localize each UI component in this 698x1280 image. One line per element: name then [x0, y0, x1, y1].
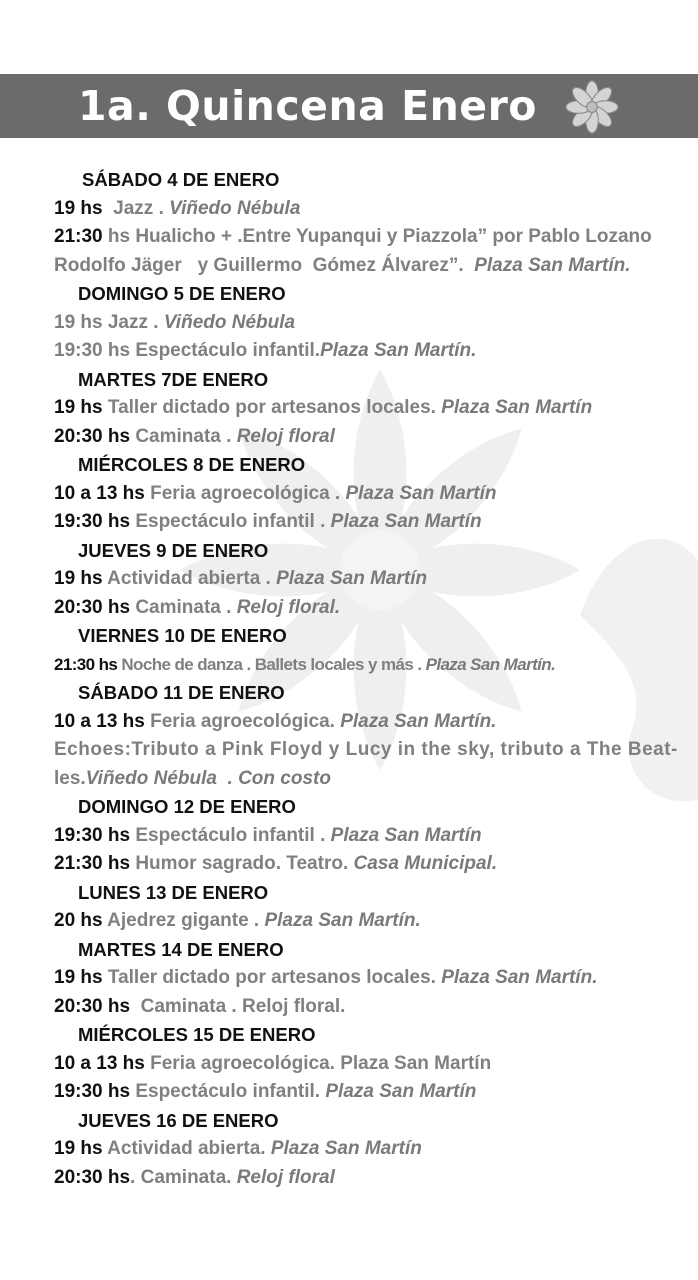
event-time: 19 hs	[54, 568, 103, 589]
event-place: Plaza San Martín	[345, 482, 497, 504]
event-time: 21:30	[54, 226, 103, 247]
event-time: 19 hs	[54, 397, 103, 418]
event-description: Caminata . Reloj floral.	[130, 995, 346, 1017]
event-line	[0, 1050, 698, 1079]
event-schedule	[0, 166, 698, 1192]
event-description: Ajedrez gigante .	[102, 910, 265, 931]
event-time: 19 hs	[54, 967, 103, 988]
event-time: 19:30 hs	[54, 1081, 131, 1102]
event-time: 19 hs	[54, 197, 103, 219]
event-place: Plaza San Martín.	[264, 910, 421, 931]
day-heading: JUEVES 16 DE ENERO	[78, 1109, 279, 1131]
day-heading: MIÉRCOLES 15 DE ENERO	[78, 1024, 316, 1045]
event-description: . Caminata.	[130, 1166, 237, 1188]
event-line	[0, 337, 698, 366]
event-description: Jazz .	[102, 197, 170, 219]
event-place: Viñedo Nébula . Con costo	[85, 767, 331, 789]
event-line	[0, 907, 698, 936]
day-heading: MARTES 7DE ENERO	[78, 368, 269, 390]
event-time: 19:30 hs	[54, 511, 131, 532]
event-place: Plaza San Martín.	[425, 654, 556, 674]
event-description: Espectáculo infantil .	[130, 824, 331, 846]
event-time: 19 hs	[54, 1138, 103, 1159]
event-description: Espectáculo infantil.	[130, 1081, 326, 1102]
event-line	[0, 708, 698, 737]
event-time: 10 a 13 hs	[54, 710, 145, 732]
day-heading: DOMINGO 5 DE ENERO	[78, 283, 286, 304]
event-description: Taller dictado por artesanos locales.	[102, 967, 442, 988]
event-description: 19 hs Jazz .	[54, 311, 164, 333]
event-line	[0, 765, 698, 794]
event-place: Viñedo Nébula	[169, 197, 301, 219]
event-line	[0, 1135, 698, 1164]
event-place: Plaza San Martín.	[441, 967, 598, 988]
event-place: Plaza San Martín.	[474, 254, 631, 276]
event-line	[0, 223, 698, 252]
event-description: Actividad abierta .	[102, 568, 277, 589]
day-heading: DOMINGO 12 DE ENERO	[78, 796, 296, 817]
event-description: Taller dictado por artesanos locales.	[102, 397, 442, 418]
event-line	[0, 252, 698, 281]
event-time: 10 a 13 hs	[54, 482, 145, 504]
event-time: 10 a 13 hs	[54, 1052, 145, 1074]
event-line	[0, 850, 698, 879]
event-place: Plaza San Martín.	[320, 340, 477, 361]
event-time: 20 hs	[54, 910, 103, 931]
event-place: Reloj floral.	[236, 596, 341, 618]
event-line	[0, 993, 698, 1022]
event-line	[0, 594, 698, 623]
event-description: Feria agroecológica .	[144, 482, 346, 504]
event-place: Plaza San Martín	[325, 1081, 477, 1102]
event-time: 20:30 hs	[54, 596, 131, 618]
event-place: Casa Municipal.	[353, 853, 498, 874]
event-place: Plaza San Martín	[330, 511, 482, 532]
event-line	[0, 480, 698, 509]
event-description: Humor sagrado. Teatro.	[130, 853, 354, 874]
page-title: 1a. Quincena Enero	[78, 82, 537, 130]
title-banner	[0, 74, 698, 138]
event-description: 19:30 hs Espectáculo infantil.	[54, 340, 321, 361]
event-description: Espectáculo infantil .	[130, 511, 331, 532]
event-time: 19:30 hs	[54, 824, 131, 846]
event-description: Echoes:Tributo a Pink Floyd y Lucy in the sky, tributo a The Beat-	[54, 739, 678, 760]
event-place: Plaza San Martín	[270, 1138, 422, 1159]
event-time: 21:30 hs	[54, 853, 131, 874]
day-heading: SÁBADO 11 DE ENERO	[78, 682, 285, 703]
event-line	[0, 964, 698, 993]
event-line	[0, 423, 698, 452]
event-line	[0, 651, 698, 680]
flower-icon	[565, 80, 619, 134]
event-place: Viñedo Nébula	[163, 311, 296, 333]
event-place: Plaza San Martín.	[340, 710, 497, 732]
event-time: 20:30 hs	[54, 425, 131, 447]
event-line	[0, 822, 698, 851]
event-description: Actividad abierta.	[102, 1138, 271, 1159]
day-heading: MARTES 14 DE ENERO	[78, 938, 284, 960]
day-heading: LUNES 13 DE ENERO	[78, 881, 269, 903]
event-place: Plaza San Martín	[276, 568, 428, 589]
event-line	[0, 565, 698, 594]
event-description: Feria agroecológica. Plaza San Martín	[144, 1052, 492, 1074]
event-description: Caminata .	[130, 596, 237, 618]
event-line	[0, 309, 698, 338]
event-time: 20:30 hs	[54, 1166, 131, 1188]
event-description: Noche de danza . Ballets locales y más .	[117, 654, 426, 674]
event-line	[0, 195, 698, 224]
event-time: 21:30 hs	[54, 654, 118, 674]
event-place: Plaza San Martín	[330, 824, 482, 846]
event-line	[0, 394, 698, 423]
day-heading: VIERNES 10 DE ENERO	[78, 625, 287, 646]
event-time: 20:30 hs	[54, 995, 131, 1017]
event-description: Caminata .	[130, 425, 237, 447]
event-place: Reloj floral	[236, 1166, 335, 1188]
day-heading: JUEVES 9 DE ENERO	[78, 539, 269, 561]
event-description: les.	[54, 767, 86, 789]
event-description: hs Hualicho + .Entre Yupanqui y Piazzola” por Pablo Lozano	[102, 226, 652, 247]
event-line	[0, 1164, 698, 1193]
event-place: Plaza San Martín	[441, 397, 593, 418]
event-line	[0, 508, 698, 537]
event-line	[0, 736, 698, 765]
page-top-margin	[0, 0, 698, 74]
event-place: Reloj floral	[236, 425, 335, 447]
event-description: Feria agroecológica.	[144, 710, 341, 732]
day-heading: MIÉRCOLES 8 DE ENERO	[78, 454, 306, 475]
event-description: Rodolfo Jäger y Guillermo Gómez Álvarez”.	[54, 254, 475, 276]
event-line	[0, 1078, 698, 1107]
day-heading: SÁBADO 4 DE ENERO	[82, 169, 280, 190]
